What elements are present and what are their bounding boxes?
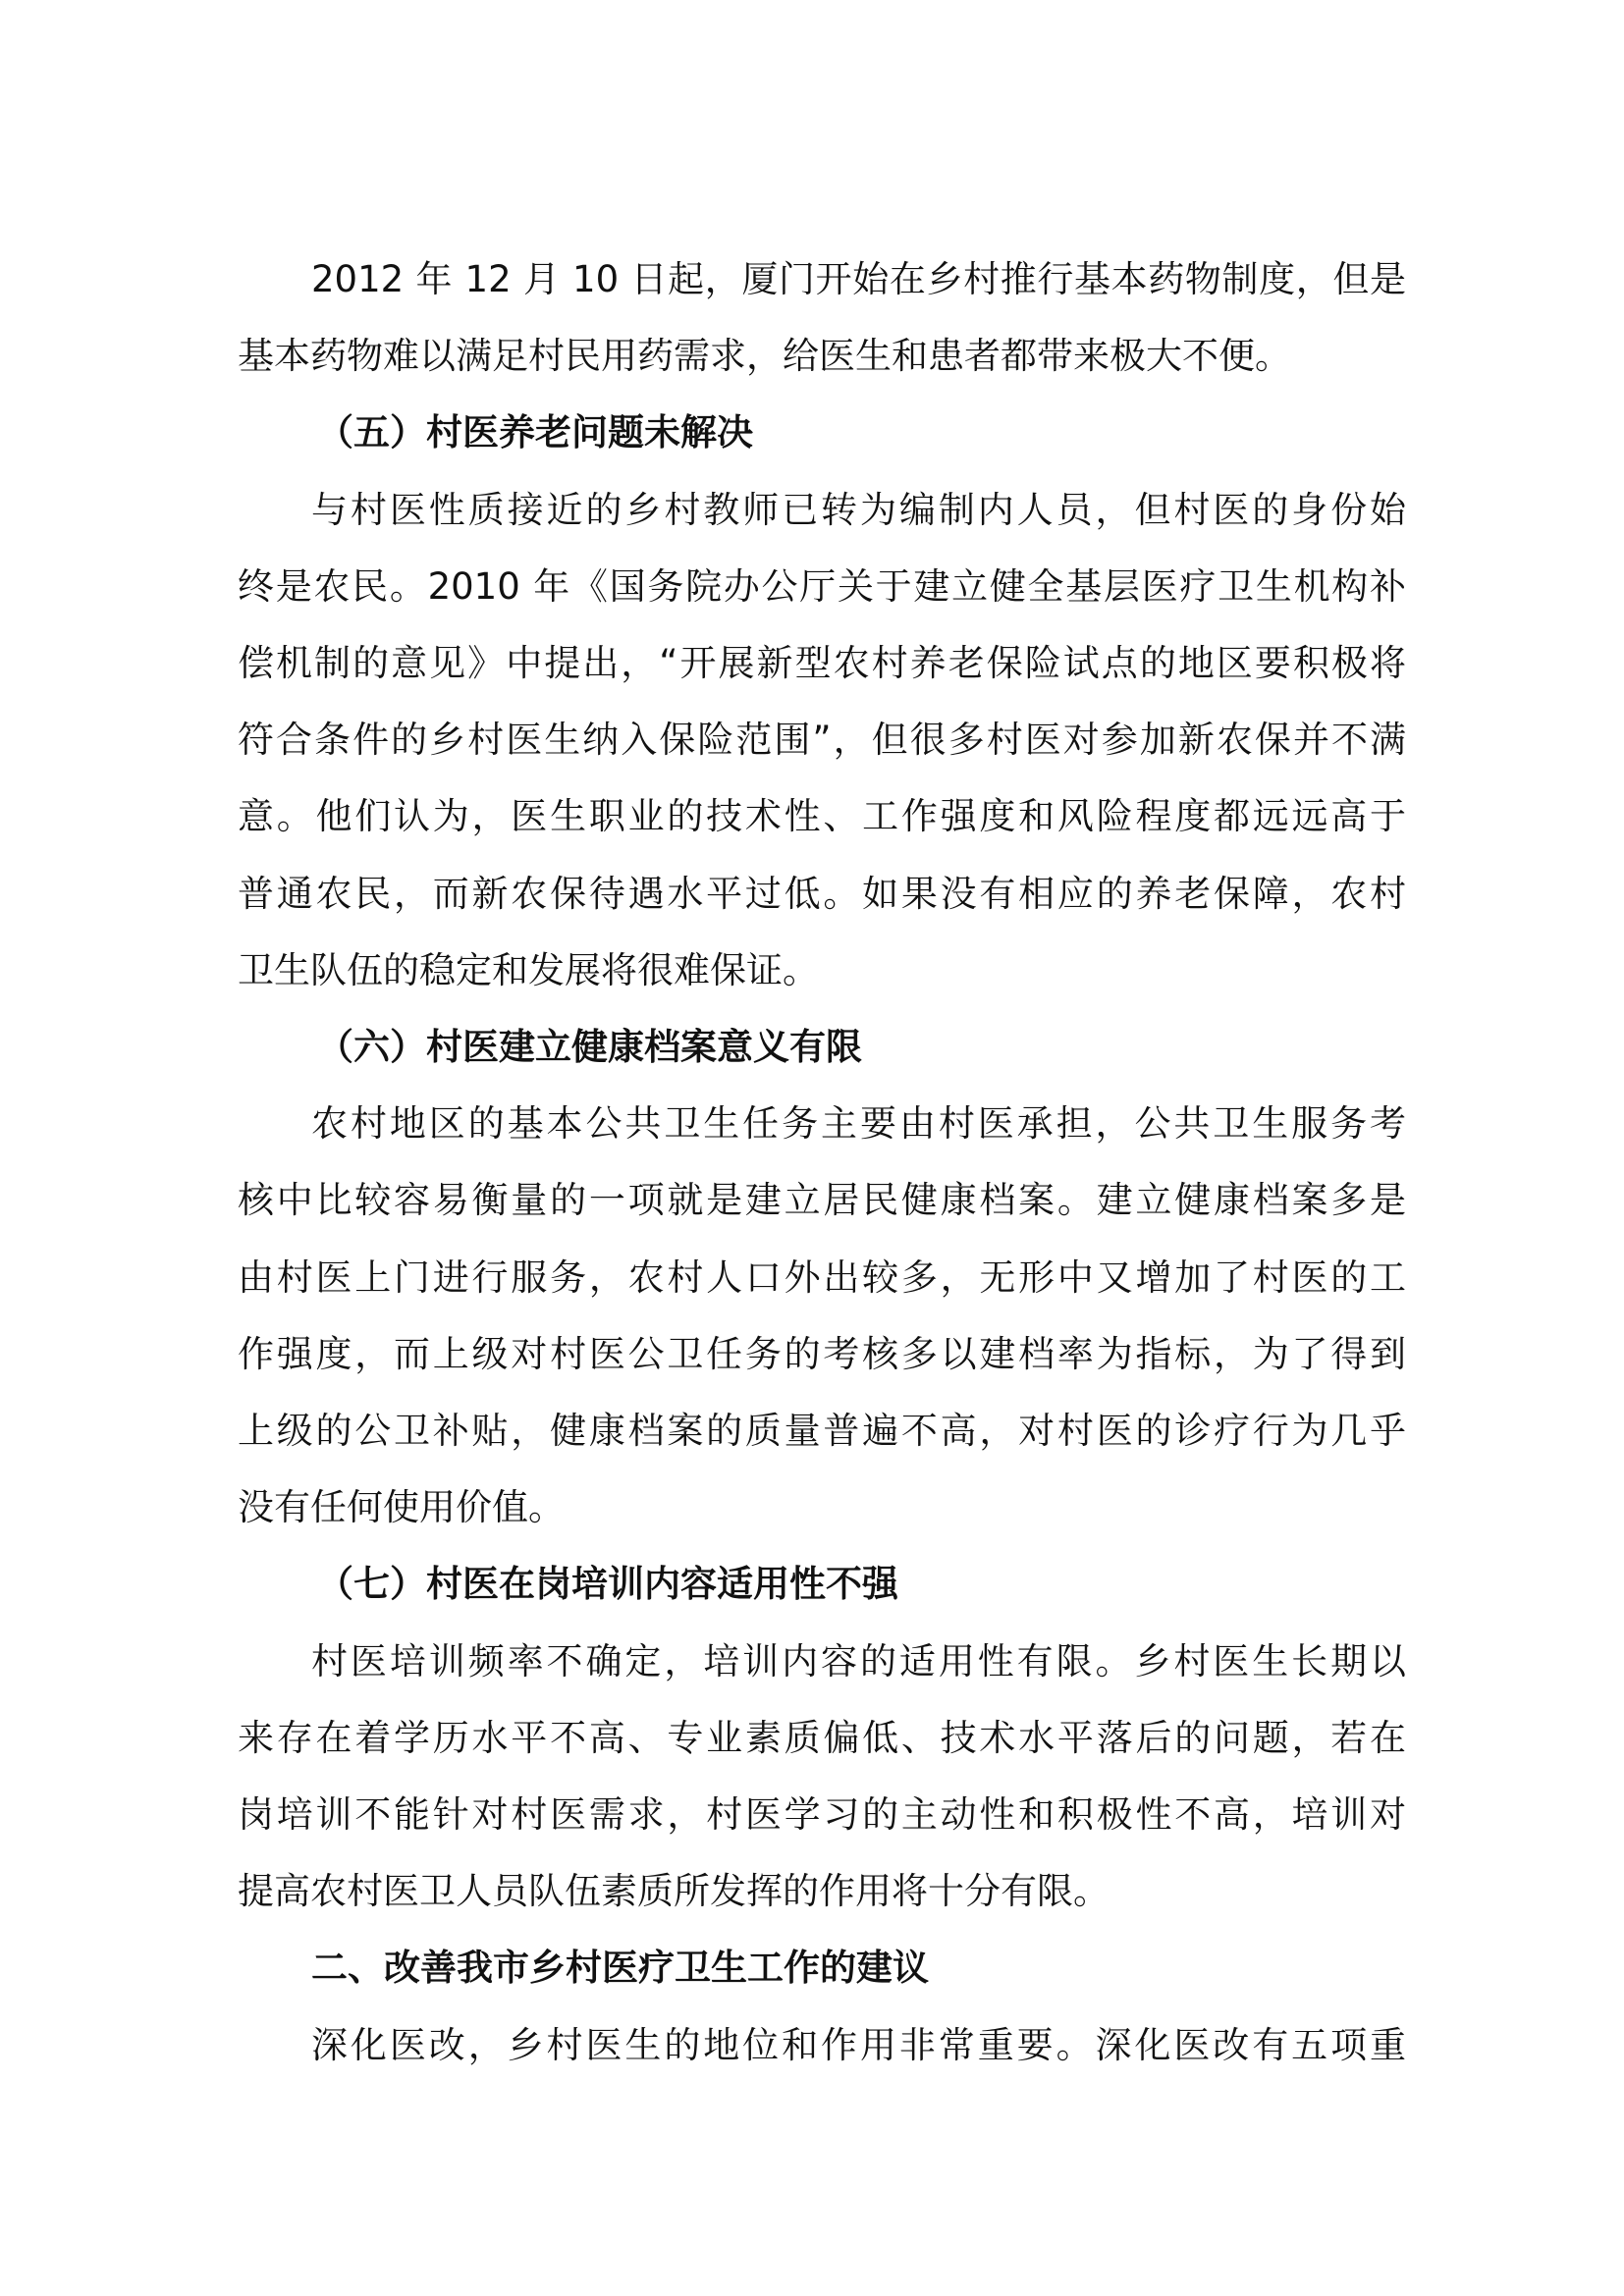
- section-heading-6: （六）村医建立健康档案意义有限: [317, 1026, 862, 1068]
- paragraph-line: 提高农村医卫人员队伍素质所发挥的作用将十分有限。: [238, 1870, 1110, 1912]
- paragraph-line: 作强度，而上级对村医公卫任务的考核多以建档率为指标，为了得到: [238, 1333, 1406, 1375]
- paragraph-line: 核中比较容易衡量的一项就是建立居民健康档案。建立健康档案多是: [238, 1179, 1406, 1221]
- section-heading-5: （五）村医养老问题未解决: [317, 411, 753, 454]
- section-heading-7: （七）村医在岗培训内容适用性不强: [317, 1563, 898, 1605]
- paragraph-line: 岗培训不能针对村医需求，村医学习的主动性和积极性不高，培训对: [238, 1793, 1406, 1836]
- paragraph-line: 偿机制的意见》中提出，“开展新型农村养老保险试点的地区要积极将: [238, 642, 1406, 684]
- paragraph-line: 由村医上门进行服务，农村人口外出较多，无形中又增加了村医的工: [238, 1256, 1406, 1299]
- paragraph-line: 来存在着学历水平不高、专业素质偏低、技术水平落后的问题，若在: [238, 1717, 1406, 1759]
- paragraph-line: 2012 年 12 月 10 日起，厦门开始在乡村推行基本药物制度，但是: [311, 258, 1406, 300]
- paragraph-line: 意。他们认为，医生职业的技术性、工作强度和风险程度都远远高于: [238, 795, 1406, 837]
- paragraph-line: 没有任何使用价值。: [238, 1486, 565, 1528]
- paragraph-line: 卫生队伍的稳定和发展将很难保证。: [238, 949, 819, 991]
- paragraph-line: 符合条件的乡村医生纳入保险范围”，但很多村医对参加新农保并不满: [238, 719, 1406, 761]
- chapter-heading-2: 二、改善我市乡村医疗卫生工作的建议: [311, 1947, 929, 1989]
- paragraph-line: 上级的公卫补贴，健康档案的质量普遍不高，对村医的诊疗行为几乎: [238, 1410, 1406, 1452]
- paragraph-line: 与村医性质接近的乡村教师已转为编制内人员，但村医的身份始: [311, 489, 1406, 531]
- paragraph-line: 村医培训频率不确定，培训内容的适用性有限。乡村医生长期以: [311, 1640, 1406, 1682]
- paragraph-line: 普通农民，而新农保待遇水平过低。如果没有相应的养老保障，农村: [238, 873, 1406, 915]
- paragraph-line: 终是农民。2010 年《国务院办公厅关于建立健全基层医疗卫生机构补: [238, 565, 1406, 608]
- paragraph-line: 基本药物难以满足村民用药需求，给医生和患者都带来极大不便。: [238, 335, 1291, 377]
- paragraph-line: 深化医改，乡村医生的地位和作用非常重要。深化医改有五项重: [311, 2024, 1406, 2066]
- paragraph-line: 农村地区的基本公共卫生任务主要由村医承担，公共卫生服务考: [311, 1102, 1406, 1145]
